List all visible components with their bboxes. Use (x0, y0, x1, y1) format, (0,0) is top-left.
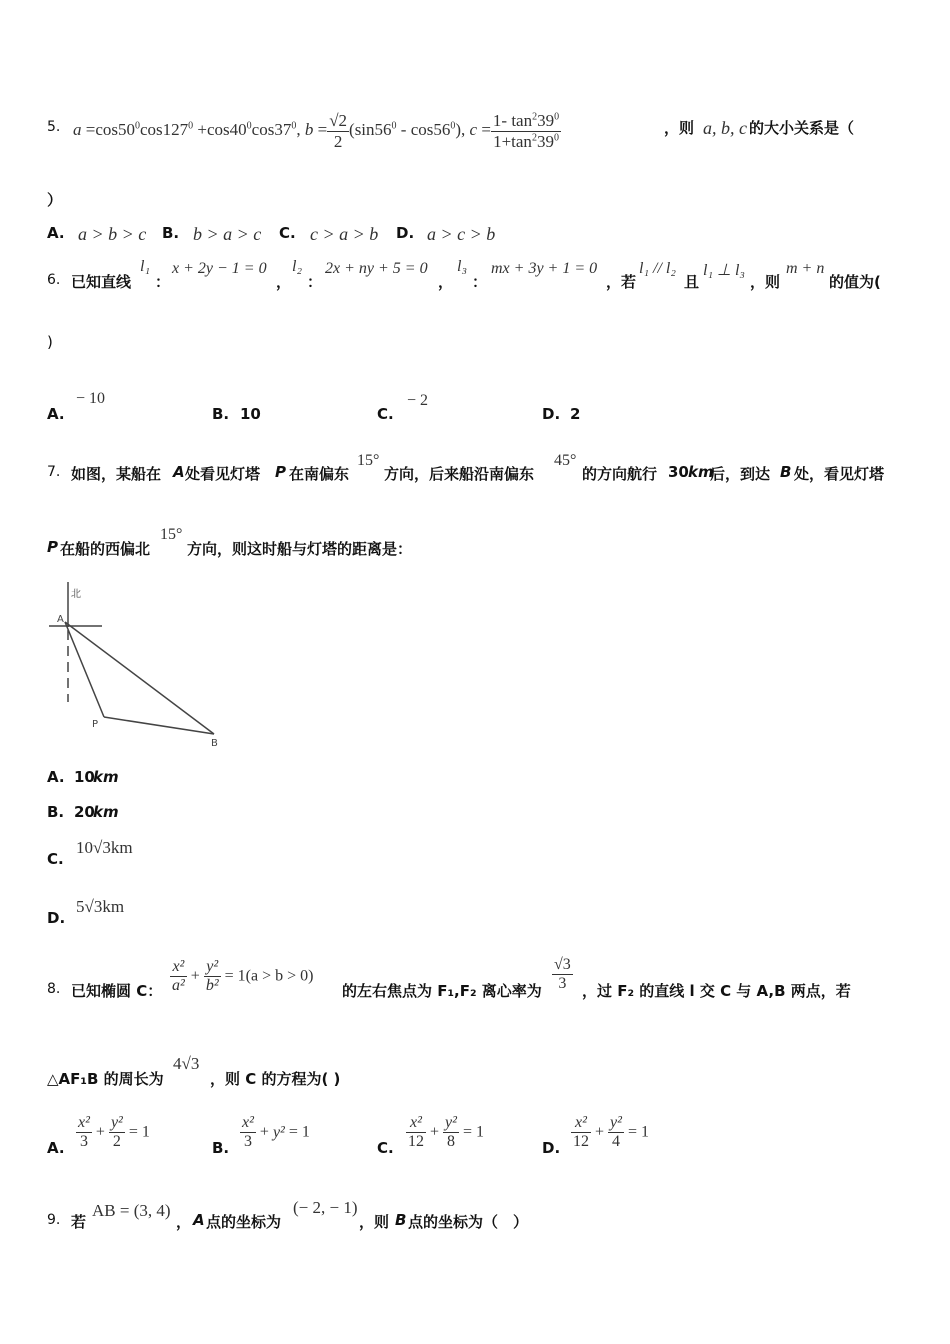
q7-option-c-value: 10√3km (76, 838, 133, 857)
q7-option-d-value: 5√3km (76, 897, 125, 916)
q7-option-a-value: 10 (74, 768, 95, 786)
q8-option-c-equation: $\frac{\text{x²}}{12}$ + $\frac{\text{y²}}{8}$ = 1 (408, 1114, 484, 1151)
q8-opt-a-y: y² (109, 1114, 125, 1133)
q7-point-a: A (173, 463, 185, 481)
q8-opt-b-rest: = 1 (288, 1123, 310, 1141)
q5-option-d-label: D. (396, 224, 415, 242)
q8-opt-a-xd: 3 (79, 1133, 88, 1151)
q6-if: ，若 (606, 273, 637, 291)
q6-then: ，则 (750, 273, 781, 291)
q8-opt-d-yd: 4 (611, 1133, 620, 1151)
q9-coordinate: (− 2, − 1) (293, 1198, 358, 1217)
q8-opt-c-yd: 8 (446, 1133, 455, 1151)
q8-intro: 已知椭圆 C： (71, 982, 163, 1000)
q5-option-a-value: a > b > c (78, 224, 147, 244)
q6-l1-equation: x + 2y − 1 = 0 (172, 260, 267, 277)
q6-option-d-label: D. (542, 405, 561, 423)
q5-option-a-label: A. (47, 224, 65, 242)
q8-opt-a-yd: 2 (112, 1133, 121, 1151)
q6-l2-equation: 2x + ny + 5 = 0 (325, 260, 428, 277)
q6-l3: l₃ (457, 258, 468, 275)
q6-colon-2: ： (307, 273, 323, 291)
q8-eccentricity (552, 956, 573, 994)
q7-angle2: 45° (554, 452, 577, 469)
q6-number: 6. (47, 272, 61, 288)
q7-option-b-value: 20 (74, 803, 95, 821)
q7-angle3: 15° (160, 526, 183, 543)
segment-pb (104, 717, 214, 734)
q8-perimeter: 4√3 (173, 1054, 200, 1073)
q9-point-a: A (193, 1211, 205, 1229)
q5-expression: $a =\cos 50^0\cos 127^0 +\cos 40^0\cos 37^0$, b = $\frac{√2}{2}$ $(\sin 56^0 - \cos 56^0)$, c = $\frac{1- \tan^239^0}{1+\tan^239^0}$ (73, 111, 560, 151)
q7-line2-b: 方向，则这时船与灯塔的距离是： (187, 540, 413, 558)
q6-colon-1: ： (155, 273, 171, 291)
q8-text2: ，过 F₂ 的直线 l 交 C 与 A,B 两点，若 (582, 982, 851, 1000)
q8-line2-a: △AF₁B 的周长为 (47, 1070, 164, 1088)
q8-ecc-num: √3 (552, 956, 573, 975)
q8-option-d-label: D. (542, 1139, 561, 1157)
q6-l3-equation: mx + 3y + 1 = 0 (491, 260, 598, 277)
q6-colon-3: ： (472, 273, 488, 291)
q9-comma: ， (176, 1213, 192, 1231)
q9-point-b: B (395, 1211, 407, 1229)
q8-opt-d-x: x² (571, 1114, 591, 1133)
q9-number: 9. (47, 1212, 61, 1228)
q6-option-a-label: A. (47, 405, 65, 423)
q8-eq-x: x² (170, 958, 187, 977)
q6-perp: l₁ ⊥ l₃ (703, 262, 745, 279)
q6-l1: l₁ (140, 258, 151, 275)
q6-option-c-label: C. (377, 405, 394, 423)
q7-part2: 处看见灯塔 (185, 465, 261, 483)
q8-opt-b-xd: 3 (243, 1133, 252, 1151)
north-label: 北 (71, 589, 81, 600)
q8-option-b-equation: $\frac{\text{x²}}{3}$ + y² = 1 (242, 1114, 310, 1151)
q5-option-b-label: B. (162, 224, 180, 242)
q8-opt-d-y: y² (608, 1114, 624, 1133)
q9-text3: 点的坐标为（ ） (408, 1213, 529, 1231)
q7-option-b-unit: km (93, 803, 119, 821)
q7-part7: 处，看见灯塔 (794, 465, 885, 483)
q9-text1: 点的坐标为 (206, 1213, 282, 1231)
q6-comma-2: ， (438, 273, 454, 291)
q6-option-b-value: 10 (240, 405, 261, 423)
q8-option-d-equation: $\frac{\text{x²}}{12}$ + $\frac{\text{y²}}{4}$ = 1 (573, 1114, 649, 1151)
q5-number: 5. (47, 119, 61, 135)
q8-ellipse-equation: $\frac{\text{x²}}{\text{a²}}$ + $\frac{\text{y²}}{\text{b²}}$ = 1(a > b > 0) (172, 958, 314, 995)
q6-option-a-value: − 10 (76, 390, 106, 407)
q6-tail: 的值为( (829, 273, 881, 291)
q7-part4: 方向，后来船沿南偏东 (384, 465, 535, 483)
q7-distance: 30 (668, 463, 689, 481)
q7-option-a-label: A. (47, 768, 65, 786)
q9-intro: 若 (71, 1213, 87, 1231)
q7-line2-point-p: P (47, 538, 58, 556)
q8-line2-b: ，则 C 的方程为( ) (210, 1070, 341, 1088)
q5-option-c-value: c > a > b (310, 224, 379, 244)
q8-option-a-label: A. (47, 1139, 65, 1157)
q8-option-a-equation: $\frac{\text{x²}}{3}$ + $\frac{\text{y²}}{2}$ = 1 (78, 1114, 150, 1151)
q7-part5: 的方向航行 (582, 465, 658, 483)
q6-l2: l₂ (292, 258, 303, 275)
q7-part3: 在南偏东 (289, 465, 350, 483)
q7-figure (44, 582, 230, 752)
q6-comma-1: ， (276, 273, 292, 291)
q6-and: 且 (684, 273, 700, 291)
q8-number: 8. (47, 981, 61, 997)
q7-part6: 后，到达 (710, 465, 771, 483)
q7-option-b-label: B. (47, 803, 65, 821)
q7-part1: 如图，某船在 (71, 465, 162, 483)
q8-opt-a-rest: = 1 (128, 1123, 150, 1141)
q8-opt-c-xd: 12 (408, 1133, 424, 1151)
q9-text2: ，则 (359, 1213, 390, 1231)
q7-option-d-label: D. (47, 909, 66, 927)
q8-eq-b: b² (205, 977, 219, 995)
q5-vars: a, b, c (703, 118, 747, 138)
q7-option-c-label: C. (47, 850, 64, 868)
q5-option-d-value: a > c > b (427, 224, 496, 244)
q9-vector: AB = (3, 4) (92, 1201, 171, 1220)
q8-eq-a: a² (172, 977, 185, 995)
q7-option-a-unit: km (93, 768, 119, 786)
q7-distance-unit: km (688, 463, 714, 481)
q6-close-paren: ) (47, 333, 53, 351)
q5-option-b-value: b > a > c (193, 224, 262, 244)
q6-option-d-value: 2 (570, 405, 581, 423)
q7-angle1: 15° (357, 452, 380, 469)
q7-point-b: B (780, 463, 792, 481)
point-b-label: B (211, 738, 218, 749)
q6-option-b-label: B. (212, 405, 230, 423)
q6-option-c-value: − 2 (407, 392, 429, 409)
q8-opt-c-y: y² (443, 1114, 459, 1133)
q8-opt-c-x: x² (406, 1114, 426, 1133)
q8-eq-rest: = 1(a > b > 0) (224, 967, 314, 985)
q8-opt-c-rest: = 1 (462, 1123, 484, 1141)
q8-opt-d-rest: = 1 (627, 1123, 649, 1141)
q5-option-c-label: C. (279, 224, 296, 242)
q6-parallel: l₁ // l₂ (639, 260, 676, 277)
q8-ecc-den: 3 (558, 975, 567, 993)
q6-intro: 已知直线 (71, 273, 132, 291)
q5-then: ，则 (664, 119, 695, 137)
q6-sum: m + n (786, 260, 825, 277)
q8-text1: 的左右焦点为 F₁,F₂ 离心率为 (342, 982, 542, 1000)
q7-point-p: P (275, 463, 286, 481)
point-p-label: P (92, 719, 99, 730)
q7-number: 7. (47, 464, 61, 480)
point-a-label: A (57, 614, 64, 625)
q8-opt-b-x: x² (240, 1114, 256, 1133)
q8-option-b-label: B. (212, 1139, 230, 1157)
q8-opt-d-xd: 12 (573, 1133, 589, 1151)
q7-line2-a: 在船的西偏北 (60, 540, 151, 558)
q5-relation-text: 的大小关系是（ (749, 119, 855, 137)
q5-close-paren: ） (47, 191, 63, 209)
q8-option-c-label: C. (377, 1139, 394, 1157)
q8-opt-a-x: x² (76, 1114, 92, 1133)
q8-eq-y: y² (204, 958, 221, 977)
q8-opt-b-y: y² (272, 1123, 285, 1141)
